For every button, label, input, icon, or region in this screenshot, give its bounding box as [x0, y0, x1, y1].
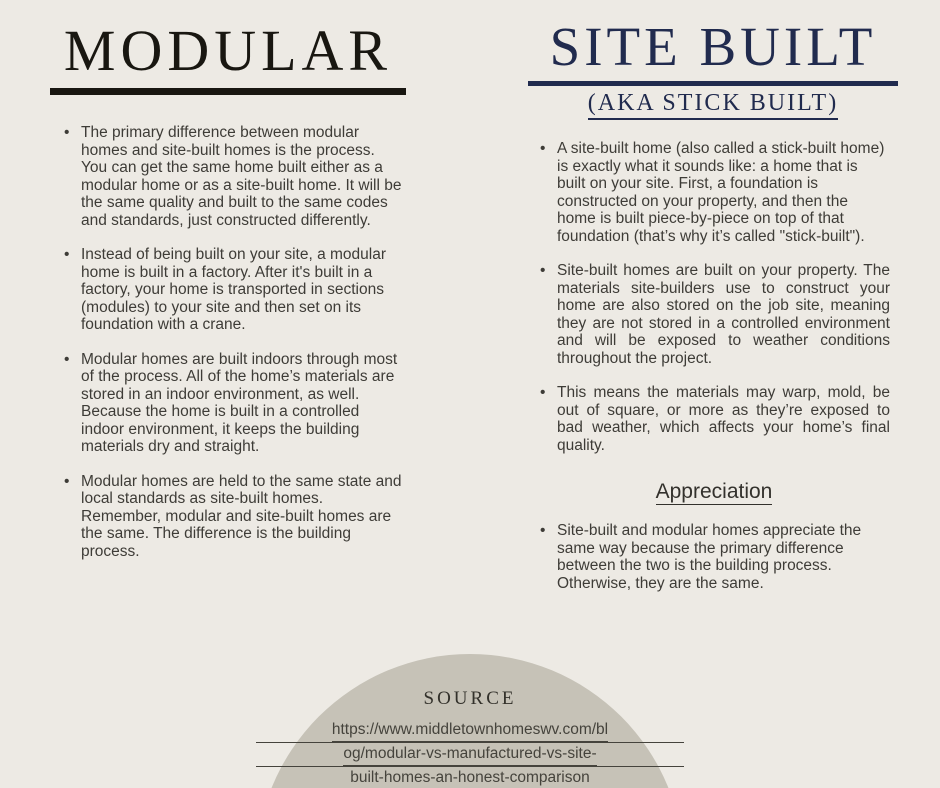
source-url-line-3[interactable]: built-homes-an-honest-comparison	[256, 767, 684, 788]
site-built-section-header	[528, 14, 898, 120]
source-link[interactable]	[256, 719, 684, 788]
modular-title-underline	[50, 88, 406, 95]
site-built-bullet-1: • A site-built home (also called a stick-built home) is exactly what it sounds like: a home that is built on your site. First, a foundation is constructed on your property, and then the home is built piece-by-piece on top of that foundation (that’s why it’s called "stick-built").	[538, 140, 890, 245]
modular-bullet-2: • Instead of being built on your site, a modular home is built in a factory. After it's built in a factory, your home is transported in sections (modules) to your site and then set on its foundation with a crane.	[62, 246, 402, 334]
source-url-line-2[interactable]: og/modular-vs-manufactured-vs-site-	[256, 743, 684, 767]
site-built-bullet-2: • Site-built homes are built on your property. The materials site-builders use to construct your home are also stored on the job site, meaning they are not stored in a controlled environment and will be exposed to weather conditions throughout the project.	[538, 262, 890, 367]
source-url-line-1[interactable]: https://www.middletownhomeswv.com/bl	[256, 719, 684, 743]
source-circle	[256, 654, 684, 788]
modular-bullet-3: • Modular homes are built indoors through most of the process. All of the home’s materials are stored in an indoor environment, as well. Because the home is built in a controlled indoor environment, it keeps the building materials dry and straight.	[62, 351, 402, 456]
site-built-section-body	[538, 140, 890, 609]
appreciation-bullet-list	[538, 522, 890, 592]
modular-bullet-1: • The primary difference between modular homes and site-built homes is the process. You can get the same home built either as a modular home or as a site-built home. It will be the same quality and built to the same codes and standards, just constructed differently.	[62, 124, 402, 229]
site-built-subtitle: (AKA STICK BUILT)	[588, 90, 838, 120]
site-built-title: SITE BUILT	[549, 16, 877, 77]
appreciation-bullet-1: • Site-built and modular homes appreciate the same way because the primary difference between the two is the building process. Otherwise, they are the same.	[538, 522, 890, 592]
appreciation-heading: Appreciation	[655, 480, 773, 503]
site-built-title-underline	[528, 81, 898, 86]
modular-title: MODULAR	[63, 18, 393, 83]
modular-section-body	[62, 124, 402, 577]
modular-bullet-list	[62, 124, 402, 560]
source-label: SOURCE	[423, 688, 517, 709]
modular-section-header	[50, 16, 406, 95]
site-built-bullet-list	[538, 140, 890, 454]
modular-bullet-4: • Modular homes are held to the same state and local standards as site-built homes. Remember, modular and site-built homes are the same. The difference is the building process.	[62, 473, 402, 561]
site-built-bullet-3: • This means the materials may warp, mold, be out of square, or more as they’re exposed to bad weather, which affects your home’s final quality.	[538, 384, 890, 454]
